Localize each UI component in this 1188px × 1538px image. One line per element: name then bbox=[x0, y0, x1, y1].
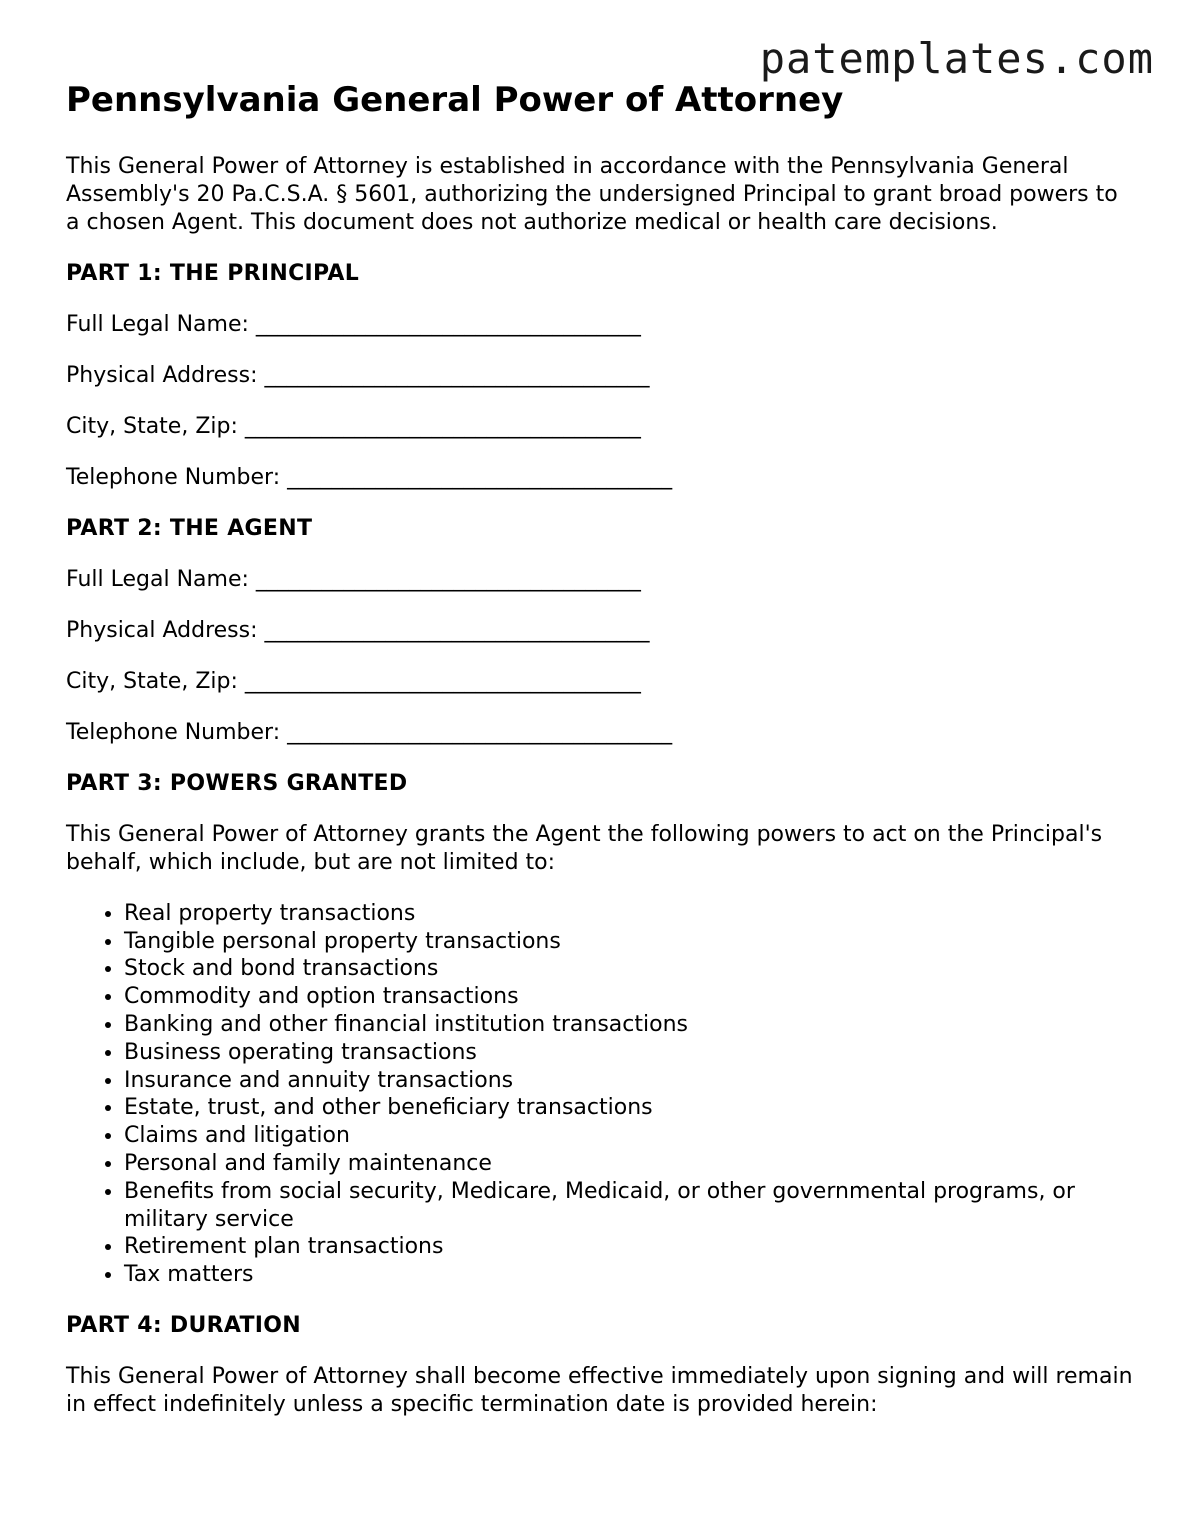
list-item: • Insurance and annuity transactions bbox=[124, 1067, 1136, 1095]
agent-full-name-field[interactable]: Full Legal Name: ___________________________________ bbox=[66, 566, 641, 592]
intro-paragraph: This General Power of Attorney is established in accordance with the Pennsylvania General Assembly's 20 Pa.C.S.A. § 5601, authorizing the undersigned Principal to grant broad powers to a chosen Agent. This document does not authorize medical or health care decisions. bbox=[66, 153, 1118, 235]
part3-heading: PART 3: POWERS GRANTED bbox=[66, 770, 408, 796]
principal-phone-field[interactable]: Telephone Number: ___________________________________ bbox=[66, 464, 673, 490]
principal-city-state-zip-field[interactable]: City, State, Zip: ____________________________________ bbox=[66, 413, 641, 439]
list-item: • Claims and litigation bbox=[124, 1122, 1136, 1150]
list-item: • Business operating transactions bbox=[124, 1039, 1136, 1067]
document-page bbox=[66, 80, 1136, 1419]
part1-heading: PART 1: THE PRINCIPAL bbox=[66, 260, 360, 286]
powers-list bbox=[66, 900, 1136, 1289]
list-item: • Stock and bond transactions bbox=[124, 955, 1136, 983]
list-item: • Banking and other financial institution transactions bbox=[124, 1011, 1136, 1039]
list-item: • Retirement plan transactions bbox=[124, 1233, 1136, 1261]
list-item: • Personal and family maintenance bbox=[124, 1150, 1136, 1178]
list-item: • Tangible personal property transactions bbox=[124, 928, 1136, 956]
principal-address-field[interactable]: Physical Address: ___________________________________ bbox=[66, 362, 650, 388]
list-item: • Commodity and option transactions bbox=[124, 983, 1136, 1011]
agent-city-state-zip-field[interactable]: City, State, Zip: ____________________________________ bbox=[66, 668, 641, 694]
list-item: • Estate, trust, and other beneficiary transactions bbox=[124, 1094, 1136, 1122]
duration-paragraph: This General Power of Attorney shall become effective immediately upon signing and will remain in effect indefinitely unless a specific termination date is provided herein: bbox=[66, 1363, 1133, 1417]
site-watermark: patemplates.com bbox=[759, 34, 1154, 83]
agent-address-field[interactable]: Physical Address: ___________________________________ bbox=[66, 617, 650, 643]
part4-heading: PART 4: DURATION bbox=[66, 1312, 302, 1338]
list-item: • Real property transactions bbox=[124, 900, 1136, 928]
part2-heading: PART 2: THE AGENT bbox=[66, 515, 313, 541]
list-item: • Tax matters bbox=[124, 1261, 1136, 1289]
principal-full-name-field[interactable]: Full Legal Name: ___________________________________ bbox=[66, 311, 641, 337]
agent-phone-field[interactable]: Telephone Number: ___________________________________ bbox=[66, 719, 673, 745]
powers-intro-paragraph: This General Power of Attorney grants the Agent the following powers to act on the Principal's behalf, which include, but are not limited to: bbox=[66, 821, 1103, 875]
list-item: • Benefits from social security, Medicare, Medicaid, or other governmental programs, or military service bbox=[124, 1178, 1136, 1234]
document-title: Pennsylvania General Power of Attorney bbox=[66, 80, 844, 120]
